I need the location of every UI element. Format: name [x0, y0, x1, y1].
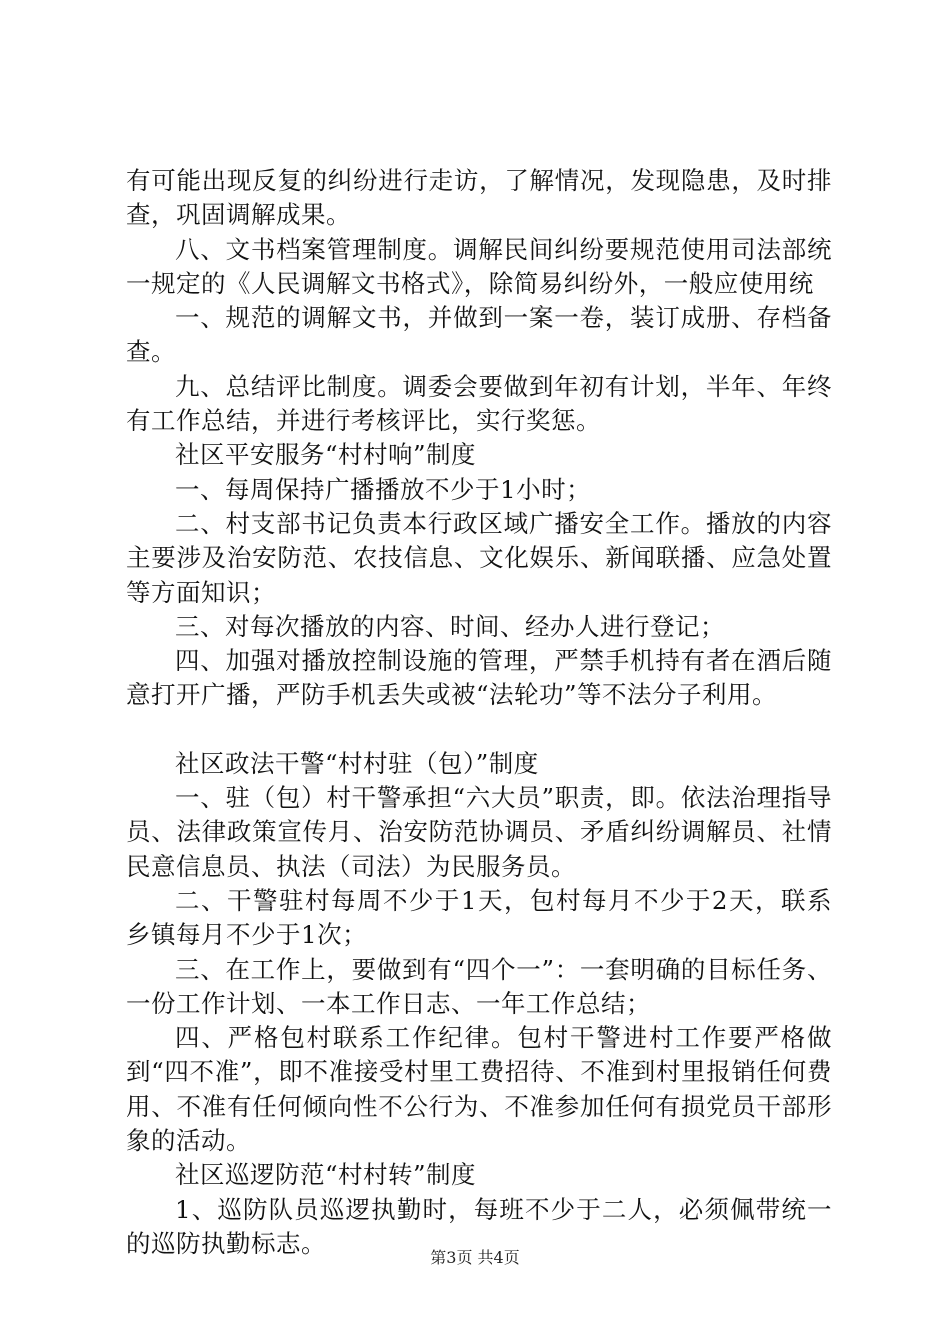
paragraph-broadcast-2: 二、村支部书记负责本行政区域广播安全工作。播放的内容主要涉及治安防范、农技信息、文化娱乐、新闻联播、应急处置等方面知识； [126, 508, 832, 607]
paragraph-broadcast-3: 三、对每次播放的内容、时间、经办人进行登记； [175, 611, 725, 641]
paragraph-gap [126, 713, 832, 747]
paragraph-police-4: 四、严格包村联系工作纪律。包村干警进村工作要严格做到“四不准”，即不准接受村里工费招待、不准到村里报销任何费用、不准有任何倾向性不公行为、不准参加任何有损党员干部形象的活动。 [126, 1023, 832, 1156]
paragraph-item-8: 八、文书档案管理制度。调解民间纠纷要规范使用司法部统一规定的《人民调解文书格式》，除简易纠纷外，一般应使用统 [126, 234, 832, 298]
paragraph-item-9: 九、总结评比制度。调委会要做到年初有计划，半年、年终有工作总结，并进行考核评比，实行奖惩。 [126, 371, 832, 436]
section-heading-police: 社区政法干警“村村驻（包）”制度 [175, 748, 539, 778]
paragraph-continuation: 有可能出现反复的纠纷进行走访，了解情况，发现隐患，及时排查，巩固调解成果。 [126, 166, 832, 230]
paragraph-item-1-standard: 一、规范的调解文书，并做到一案一卷，装订成册、存档备查。 [126, 303, 832, 367]
paragraph-broadcast-1: 一、每周保持广播播放不少于1小时； [175, 474, 592, 504]
paragraph-police-2: 二、干警驻村每周不少于1天，包村每月不少于2天，联系乡镇每月不少于1次； [126, 885, 832, 950]
paragraph-police-1: 一、驻（包）村干警承担“六大员”职责，即。依法治理指导员、法律政策宣传月、治安防范协调员、矛盾纠纷调解员、社情民意信息员、执法（司法）为民服务员。 [126, 783, 832, 881]
paragraph-patrol-1: 1、巡防队员巡逻执勤时，每班不少于二人，必须佩带统一的巡防执勤标志。 [126, 1194, 832, 1258]
document-body [126, 164, 832, 1261]
page-number-label: 第3页 共4页 [430, 1248, 520, 1267]
page-footer [0, 1245, 950, 1268]
section-heading-broadcast: 社区平安服务“村村响”制度 [175, 440, 477, 470]
section-heading-patrol: 社区巡逻防范“村村转”制度 [175, 1160, 477, 1190]
paragraph-broadcast-4: 四、加强对播放控制设施的管理，严禁手机持有者在酒后随意打开广播，严防手机丢失或被“法轮功”等不法分子利用。 [126, 646, 832, 710]
paragraph-police-3: 三、在工作上，要做到有“四个一”：一套明确的目标任务、一份工作计划、一本工作日志、一年工作总结； [126, 954, 832, 1018]
